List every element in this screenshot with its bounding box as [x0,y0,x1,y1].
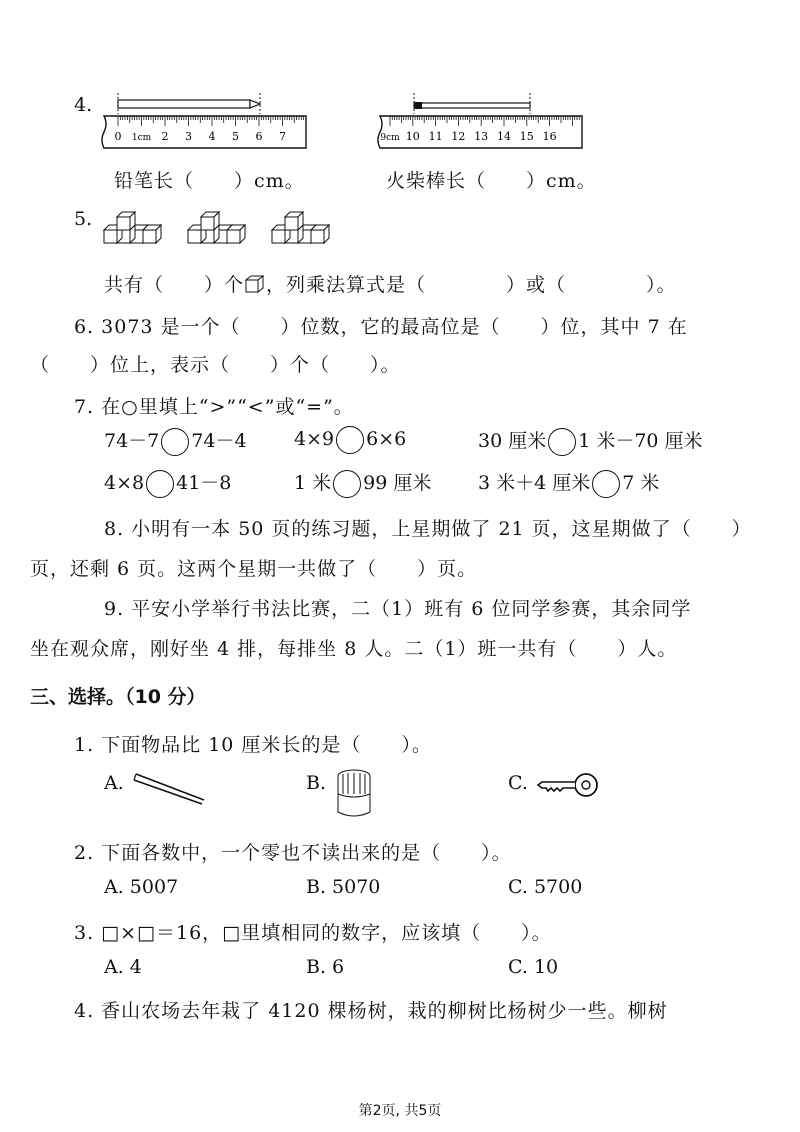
option-a[interactable]: A. 5007 [104,876,179,898]
q5-text-b: ，列乘法算式是（ ）或（ ）。 [266,274,677,296]
s3q1-text: 1. 下面物品比 10 厘米长的是（ ）。 [74,734,432,756]
compare-right: 6×6 [366,428,407,450]
cotton-swab-box-icon [334,768,374,820]
question-number: 5. [74,208,93,230]
ruler-label: 10 [405,130,420,143]
q9-line2: 坐在观众席，刚好坐 4 排，每排坐 8 人。二（1）班一共有（ ）人。 [30,638,678,660]
cube-icon [244,274,266,294]
ruler-label: 0 [114,130,122,143]
q9-line1: 9. 平安小学举行书法比赛，二（1）班有 6 位同学参赛，其余同学 [104,598,692,620]
cube-face [143,230,156,243]
cube-face [188,230,201,243]
compare-left: 3 米＋4 厘米 [478,472,591,494]
option-c[interactable]: C. [508,772,528,794]
q6-line2: （ ）位上，表示（ ）个（ ）。 [30,354,401,376]
ruler-label: 15 [519,130,534,143]
option-c[interactable]: C. 5700 [508,876,583,898]
q7-row1-c [478,426,703,456]
compare-right: 7 米 [622,472,660,494]
section-title: 三、选择。（10 分） [30,686,206,708]
ruler-with-pencil [100,90,310,152]
compare-circle[interactable] [333,470,361,498]
ruler-label: 16 [542,130,557,143]
compare-left: 30 厘米 [478,430,547,452]
q7-row2-b [294,468,431,498]
ruler-label: 1cm [131,133,152,143]
q5-text-a: 共有（ ）个 [104,274,245,296]
s3q3-text: 3. □×□＝16，□里填相同的数字，应该填（ ）。 [74,922,552,944]
compare-right: 41－8 [176,472,232,494]
cube-face [272,230,285,243]
ruler-label: 6 [255,130,263,143]
pencil-icon [118,93,260,114]
ruler-label: 4 [208,130,216,143]
ruler-label: 11 [428,130,443,143]
option-b[interactable]: B. 6 [306,956,345,978]
option-b[interactable]: B. [306,772,327,794]
ruler-label: 13 [474,130,489,143]
option-c[interactable]: C. 10 [508,956,559,978]
compare-right: 99 厘米 [363,472,432,494]
question-number: 4. [74,94,93,116]
q8-line2: 页，还剩 6 页。这两个星期一共做了（ ）页。 [30,558,478,580]
ruler-label: 7 [279,130,286,143]
s3q4-text: 4. 香山农场去年栽了 4120 棵杨树，栽的柳树比杨树少一些。柳树 [74,1000,668,1022]
option-a[interactable]: A. [104,772,124,794]
page-footer: 第2页, 共5页 [358,1103,442,1119]
q7-row2-c [478,468,659,498]
s3q2-text: 2. 下面各数中，一个零也不读出来的是（ ）。 [74,842,512,864]
q8-line1: 8. 小明有一本 50 页的练习题，上星期做了 21 页，这星期做了（ ） [104,518,752,540]
compare-circle[interactable] [146,470,174,498]
option-a[interactable]: A. 4 [104,956,142,978]
cube-face [227,230,240,243]
compare-left: 4×9 [294,428,335,450]
ruler-label: 9cm [380,133,400,143]
ruler-label: 5 [232,130,239,143]
q5-line [104,270,677,297]
q7-title: 7. 在○里填上“>”“<”或“=”。 [74,396,354,418]
compare-right: 74－4 [191,430,247,452]
cube-face [104,230,117,243]
pencil-length-blank: 铅笔长（ ）cm。 [114,170,305,192]
ruler-label: 3 [185,130,192,143]
key-icon [536,770,602,800]
cube-face [311,230,324,243]
q7-row1-b [294,426,406,454]
compare-circle[interactable] [161,428,189,456]
ruler-label: 14 [497,130,511,143]
q7-row2 [104,468,231,498]
compare-circle[interactable] [548,428,576,456]
cube-face [285,217,298,230]
compare-circle[interactable] [592,470,620,498]
q7-row1 [104,426,247,456]
compare-circle[interactable] [336,426,364,454]
matchstick-icon [414,93,530,114]
option-b[interactable]: B. 5070 [306,876,381,898]
compare-left: 74－7 [104,430,160,452]
compare-left: 1 米 [294,472,332,494]
cube-figures [100,204,340,252]
ruler-with-matchstick [376,90,586,152]
matchstick-length-blank: 火柴棒长（ ）cm。 [386,170,597,192]
ruler-label: 12 [451,130,466,143]
compare-right: 1 米－70 厘米 [578,430,703,452]
compare-left: 4×8 [104,472,145,494]
cube-face [117,217,130,230]
ruler-label: 2 [161,130,169,143]
chopsticks-icon [132,770,208,806]
cube-face [201,217,214,230]
q6-line1: 6. 3073 是一个（ ）位数，它的最高位是（ ）位，其中 7 在 [74,316,688,338]
